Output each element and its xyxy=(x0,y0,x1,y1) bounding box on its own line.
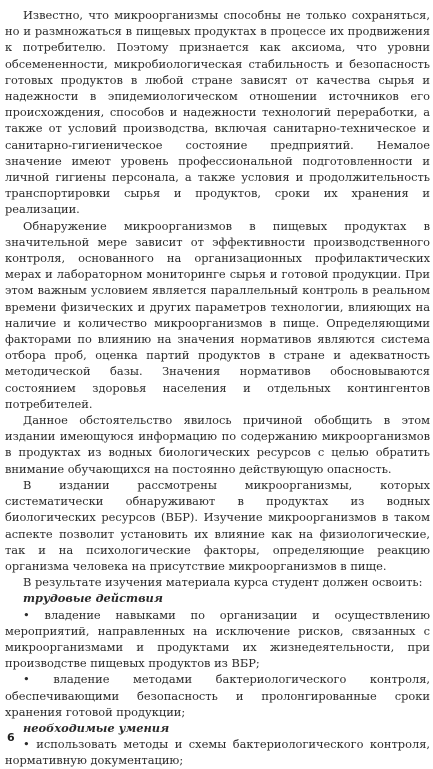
page-number: 6 xyxy=(7,731,15,744)
paragraph-reason: Данное обстоятельство явилось причиной обобщить в этом издании имеющуюся информацию по содержанию микроорганизмов в продуктах из водных биологических ресурсов с целью обратить внимание обучающихся на постоянно действующую опасность. xyxy=(5,413,430,476)
bullet-item: • владение методами бактериологического контроля, обеспечивающими безопасность и пролонгированные сроки хранения готовой продукции; xyxy=(5,672,430,719)
paragraph-intro: Известно, что микроорганизмы способны не только сохраняться, но и размножаться в пищевых продуктах в процессе их продвижения к потребителю. Поэтому признается как аксиома, что уровни обсемененности, микробиологическая стабильность и безопасность готовых продуктов в любой стране зависят от качества сырья и надежности в эпидемиологическом отношении источников его происхождения, способов и надежности технологий переработки, а также от условий производства, включая санитарно-техническое и санитарно-гигиеническое состояние предприятий. Немалое значение имеют уровень профессиональной подготовленности и личной гигиены персонала, а также условия и продолжительность транспортировки сырья и продуктов, сроки их хранения и реализации. xyxy=(5,8,430,217)
heading-skills: необходимые умения xyxy=(23,720,170,735)
paragraph-scope: В издании рассмотрены микроорганизмы, которых систематически обнаруживают в продуктах из водных биологических ресурсов (ВБР). Изучение микроорганизмов в таком аспекте позволит установить их влияние как на физиологические, так и на психологические факторы, определяющие реакцию организма человека на присутствие микроорганизмов в пище. xyxy=(5,477,430,573)
paragraph-outcomes: В результате изучения материала курса студент должен освоить: xyxy=(23,575,423,590)
page-body xyxy=(5,7,430,769)
paragraph-detection: Обнаружение микроорганизмов в пищевых продуктах в значительной мере зависит от эффективности производственного контроля, основанного на организационных профилактических мерах и лабораторном мониторинге сырья и готовой продукции. При этом важным условием является параллельный контроль в реальном времени физических и других параметров технологии, влияющих на наличие и количество микроорганизмов в пище. Определяющими факторами по влиянию на значения нормативов являются система отбора проб, оценка партий продуктов в стране и адекватность методической базы. Значения нормативов обосновываются состоянием здоровья населения и отдельных контингентов потребителей. xyxy=(5,218,430,411)
bullet-item: • владение навыками по организации и осуществлению мероприятий, направленных на исключение рисков, связанных с микроорганизмами и продуктами их жизнедеятельности, при производстве пищевых продуктов из ВБР; xyxy=(5,607,430,671)
heading-labor-actions: трудовые действия xyxy=(23,591,163,606)
bullet-item: • использовать методы и схемы бактериологического контроля, нормативную документацию; xyxy=(5,737,430,768)
